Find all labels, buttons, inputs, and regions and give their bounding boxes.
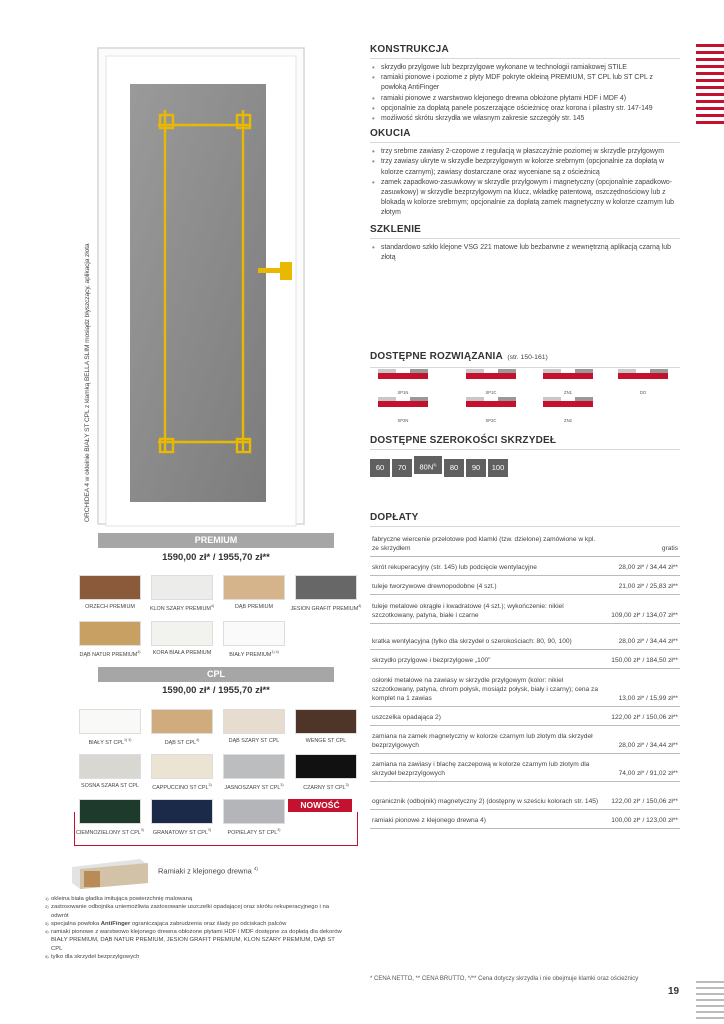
width-options xyxy=(370,456,680,477)
surcharge-desc: ogranicznik (odbojnik) magnetyczny 2) (dostępny w sześciu kolorach str. 145) xyxy=(372,798,599,805)
spec-item: • ramiaki pionowe i poziome z płyty MDF pokryte okleiną PREMIUM, ST CPL lub ST CPL z powłoką AntiFinger xyxy=(370,73,680,93)
szerokosci-title: DOSTĘPNE SZEROKOŚCI SKRZYDEŁ xyxy=(370,435,557,446)
spec-item: • trzy zawiasy ukryte w skrzydle bezprzylgowym w kolorze srebrnym (opcjonalnie za dopłatą w kolorze czarnym); zawiasy dostarczane oraz wyceniane są z ościeżnicą xyxy=(370,157,680,177)
surcharge-price: 13,00 zł* / 15,99 zł** xyxy=(618,695,678,702)
swatch-footnote-ref: 3) xyxy=(277,828,281,832)
profile-diagram xyxy=(616,365,670,395)
surcharge-row xyxy=(370,782,680,810)
surcharge-price: 100,00 zł* / 123,00 zł** xyxy=(611,817,678,824)
spec-item: • ramiaki pionowe z warstwowo klejonego drewna obłożone płytami HDF i MDF 4) xyxy=(370,94,680,104)
spec-item: • trzy srebrne zawiasy 2-czopowe z regulacją w płaszczyźnie poziomej w skrzydle przylgowym xyxy=(370,147,680,157)
new-badge: NOWOŚĆ xyxy=(288,799,352,812)
profile-code: SP2C xyxy=(485,418,497,423)
spec-item: • opcjonalnie za dopłatą panele poszerzające ościeżnicę oraz korona i pilastry str. 147-149 xyxy=(370,104,680,114)
surcharge-price: 28,00 zł* / 34,44 zł** xyxy=(618,564,678,571)
color-swatch xyxy=(223,621,285,646)
swatch-label: GRANATOWY ST CPL$^{3)}$ xyxy=(152,828,212,836)
swatch-footnote-ref: 3) xyxy=(345,783,349,787)
width-option: 100 xyxy=(488,459,508,477)
surcharge-desc: zamiana na zawiasy i blachę zaczepową w kolorze czarnym lub złotym dla skrzydeł bezprzylgowych xyxy=(372,761,590,777)
konstrukcja-title: KONSTRUKCJA xyxy=(370,44,449,55)
swatch-label: WENGE ST CPL xyxy=(305,738,347,744)
color-swatch xyxy=(79,621,141,646)
spec-item: • skrzydło przylgowe lub bezprzylgowe wykonane w technologii ramiakowej STILE xyxy=(370,63,680,73)
width-option: 60 xyxy=(370,459,390,477)
premium-price: 1590,00 zł* / 1955,70 zł** xyxy=(162,552,270,563)
surcharge-desc: skrzydło przylgowe i bezprzylgowe „100" xyxy=(372,657,491,664)
footnote: 4) ramiaki pionowe z warstwowo klejonego drewna obłożone płytami HDF i MDF dostępne za dopłatą dla dekorów BIAŁY PREMIUM, DĄB NATUR PREMIUM, JESION GRAFIT PREMIUM, KLON SZARY PREMIUM, DĄB ST CPL xyxy=(45,929,342,952)
cpl-header: CPL xyxy=(98,667,334,682)
surcharge-row xyxy=(370,810,680,829)
ramiaki-label: Ramiaki z klejonego drewna $^{4)}$ xyxy=(158,866,258,876)
swatch-footnote-ref: 4) xyxy=(210,604,215,608)
surcharge-desc: fabryczne wiercenie przelotowe pod klamki (tzw. dzielone) zamówione w kpl. ze skrzydłem xyxy=(372,536,596,552)
door-caption: ORCHIDEA 4 w okleinie BIAŁY ST CPL z klamką BELLA SLIM mosiądz błyszczący, aplikacja złota xyxy=(84,243,91,522)
okucia-title: OKUCIA xyxy=(370,128,411,140)
swatch-label: DĄB NATUR PREMIUM$^{4)}$ xyxy=(79,650,141,658)
surcharge-row xyxy=(370,531,680,557)
swatch-footnote-ref: 3) xyxy=(208,783,212,787)
door-illustration xyxy=(86,40,316,528)
surcharge-price: 21,00 zł* / 25,83 zł** xyxy=(618,583,678,590)
swatch-label: DĄB PREMIUM xyxy=(234,604,274,610)
swatch-footnote-ref: 4) xyxy=(358,604,362,608)
profile-code: SP1C xyxy=(485,390,497,395)
surcharge-row xyxy=(370,707,680,726)
premium-header: PREMIUM xyxy=(98,533,334,548)
color-swatch xyxy=(79,575,141,600)
swatch-footnote-ref: 4) xyxy=(196,738,200,742)
footnotes xyxy=(45,895,345,961)
profile-code: ZN1 xyxy=(564,390,572,395)
rozwiazania-ref: (str. 150-161) xyxy=(507,354,548,361)
okucia-list xyxy=(370,147,680,218)
color-swatch xyxy=(295,575,357,600)
surcharge-desc: kratka wentylacyjna (tylko dla skrzydeł o szerokościach: 80, 90, 100) xyxy=(372,638,572,645)
color-swatch xyxy=(223,575,285,600)
color-swatch xyxy=(79,709,141,734)
color-swatch xyxy=(223,709,285,734)
footnote: 2) zastosowanie odbojnika uniemożliwia zastosowanie uszczelki opadającej oraz skrótu rekuperacyjnego i na odwrót xyxy=(45,904,329,919)
doplaty-section xyxy=(370,512,680,527)
swatch-footnote-ref: 4) xyxy=(137,650,141,654)
surcharge-row xyxy=(370,754,680,782)
swatch-footnote-ref: 3) xyxy=(140,828,144,832)
konstrukcja-list xyxy=(370,63,680,124)
swatch-footnote-ref: 3) xyxy=(207,828,212,832)
cpl-price: 1590,00 zł* / 1955,70 zł** xyxy=(162,685,270,696)
surcharge-row xyxy=(370,557,680,576)
surcharge-price: 150,00 zł* / 184,50 zł** xyxy=(611,657,678,664)
swatch-label: BIAŁY $PREMIUM^{1) 4)}$ xyxy=(229,650,279,658)
footnote: 3) specjalna powłoka AntiFinger ograniczająca zabrudzenia oraz ślady po odciskach palców xyxy=(45,920,287,927)
surcharge-desc: zamiana na zamek magnetyczny w kolorze czarnym lub złotym dla skrzydeł bezprzylgowych xyxy=(372,733,593,749)
rozwiazania-title: DOSTĘPNE ROZWIĄZANIA xyxy=(370,351,503,362)
surcharge-price: 28,00 zł* / 34,44 zł** xyxy=(618,742,678,749)
szklenie-list xyxy=(370,243,680,263)
profile-diagram xyxy=(464,393,518,423)
profile-diagram xyxy=(376,393,430,423)
surcharge-price: gratis xyxy=(661,545,678,552)
profile-code: SP1N xyxy=(397,390,409,395)
swatch-label: ORZECH PREMIUM xyxy=(85,604,135,610)
surcharge-row xyxy=(370,669,680,707)
color-swatch xyxy=(79,754,141,779)
swatch-label: KLON SZARY PREMIUM$^{4)}$ xyxy=(149,604,215,612)
swatch-label: POPIELATY ST CPL$^{3)}$ xyxy=(227,828,281,836)
surcharge-price: 122,00 zł* / 150,06 zł** xyxy=(611,798,678,805)
swatch-footnote-ref: 1) 4) xyxy=(271,650,279,654)
profile-code: DO xyxy=(639,390,647,395)
color-swatch xyxy=(295,709,357,734)
profile-diagram xyxy=(541,365,595,395)
profile-diagram xyxy=(376,365,430,395)
color-swatch xyxy=(151,709,213,734)
width-option: 90 xyxy=(466,459,486,477)
color-swatch xyxy=(151,575,213,600)
swatch-label: BIAŁY ST $CPL^{1) 3)}$ xyxy=(88,738,132,746)
surcharge-price: 109,00 zł* / 134,07 zł** xyxy=(611,612,678,619)
surcharge-row xyxy=(370,624,680,650)
new-colors-bracket xyxy=(74,812,358,846)
szklenie-title: SZKLENIE xyxy=(370,223,422,235)
profile-code: SP2N xyxy=(397,418,409,423)
width-option: 70 xyxy=(392,459,412,477)
surcharge-desc: tuleje metalowe okrągłe i kwadratowe (4 szt.); wykończenie: nikiel szczotkowany, patyna, białe i czarne xyxy=(372,603,564,619)
surcharge-price: 28,00 zł* / 34,44 zł** xyxy=(618,638,678,645)
surcharge-desc: ramiaki pionowe z klejonego drewna 4) xyxy=(372,817,486,824)
page-number: 19 xyxy=(668,986,680,997)
profile-diagram xyxy=(541,393,595,423)
spec-column xyxy=(370,44,680,263)
color-swatch xyxy=(295,754,357,779)
ramiaki-image xyxy=(70,855,150,889)
price-footer: * CENA NETTO, ** CENA BRUTTO, */** Cena dotyczy skrzydła i nie obejmuje klamki oraz ościeżnicy xyxy=(370,976,639,982)
swatch-label: JASNOSZARY ST CPL$^{3)}$ xyxy=(224,783,284,791)
spec-item: • zamek zapadkowo-zasuwkowy w skrzydle przylgowym i magnetyczny (opcjonalnie zapadkowo-zasuwkowy) w skrzydle bezprzylgowym na klucz, wkładkę patentową, oszczędnościowy lub z blokadą w kolorze srebrnym; opcjonalnie za dopłatą zamek magnetyczny w kolorze czarnym lub złotym xyxy=(370,178,680,219)
swatch-label: CZARNY ST CPL$^{3)}$ xyxy=(303,783,349,791)
footnote: 5) tylko dla skrzydeł bezprzylgowych xyxy=(45,954,140,961)
surcharge-price: 74,00 zł* / 91,02 zł** xyxy=(618,770,678,777)
spec-item: • standardowo szkło klejone VSG 221 matowe lub bezbarwne z wewnętrzną aplikacją czarną lub złotą xyxy=(370,243,680,263)
surcharge-desc: skrót rekuperacyjny (str. 145) lub podcięcie wentylacyjne xyxy=(372,564,537,571)
color-swatch xyxy=(151,621,213,646)
swatch-label: CIEMNOZIELONY ST CPL$^{3)}$ xyxy=(75,828,144,836)
surcharge-row xyxy=(370,650,680,669)
swatch-label: DĄB ST CPL$^{4)}$ xyxy=(164,738,200,746)
width-option: $80N^{5)}$ xyxy=(414,456,442,474)
swatch-label: JESION GRAFIT PREMIUM$^{4)}$ xyxy=(290,604,362,612)
swatch-label: SOSNA SZARA ST CPL xyxy=(80,783,140,789)
surcharge-desc: osłonki metalowe na zawiasy w skrzydle przylgowym (kolor: nikiel szczotkowany, patyna, chrom połysk, mosiądz połysk, biały i czarny); cena za komplet na 1 zawias xyxy=(372,677,598,702)
footnote: 1) okleina biała gładka imitująca powierzchnię malowaną xyxy=(45,896,193,902)
swatch-label: KORA BIAŁA PREMIUM xyxy=(152,650,212,656)
swatch-footnote-ref: 1) 3) xyxy=(124,738,132,742)
surcharge-desc: uszczelka opadająca 2) xyxy=(372,714,441,721)
surcharge-price: 122,00 zł* / 150,06 zł** xyxy=(611,714,678,721)
profile-code: ZN2 xyxy=(564,418,572,423)
color-swatch xyxy=(223,754,285,779)
surcharge-row xyxy=(370,726,680,754)
szerokosci-section xyxy=(370,435,680,477)
swatch-label: DĄB SZARY ST CPL xyxy=(228,738,280,744)
surcharge-row xyxy=(370,576,680,595)
surcharge-desc: tuleje tworzywowe drewnopodobne (4 szt.) xyxy=(372,583,497,590)
surcharge-row xyxy=(370,595,680,624)
color-swatch xyxy=(151,754,213,779)
width-option: 80 xyxy=(444,459,464,477)
profile-diagram xyxy=(464,365,518,395)
doplaty-title: DOPŁATY xyxy=(370,512,419,523)
swatch-footnote-ref: 3) xyxy=(280,783,284,787)
spec-item: • możliwość skrótu skrzydła we własnym zakresie szczegóły str. 145 xyxy=(370,114,680,124)
swatch-label: CAPPUCCINO ST CPL$^{3)}$ xyxy=(152,783,212,791)
